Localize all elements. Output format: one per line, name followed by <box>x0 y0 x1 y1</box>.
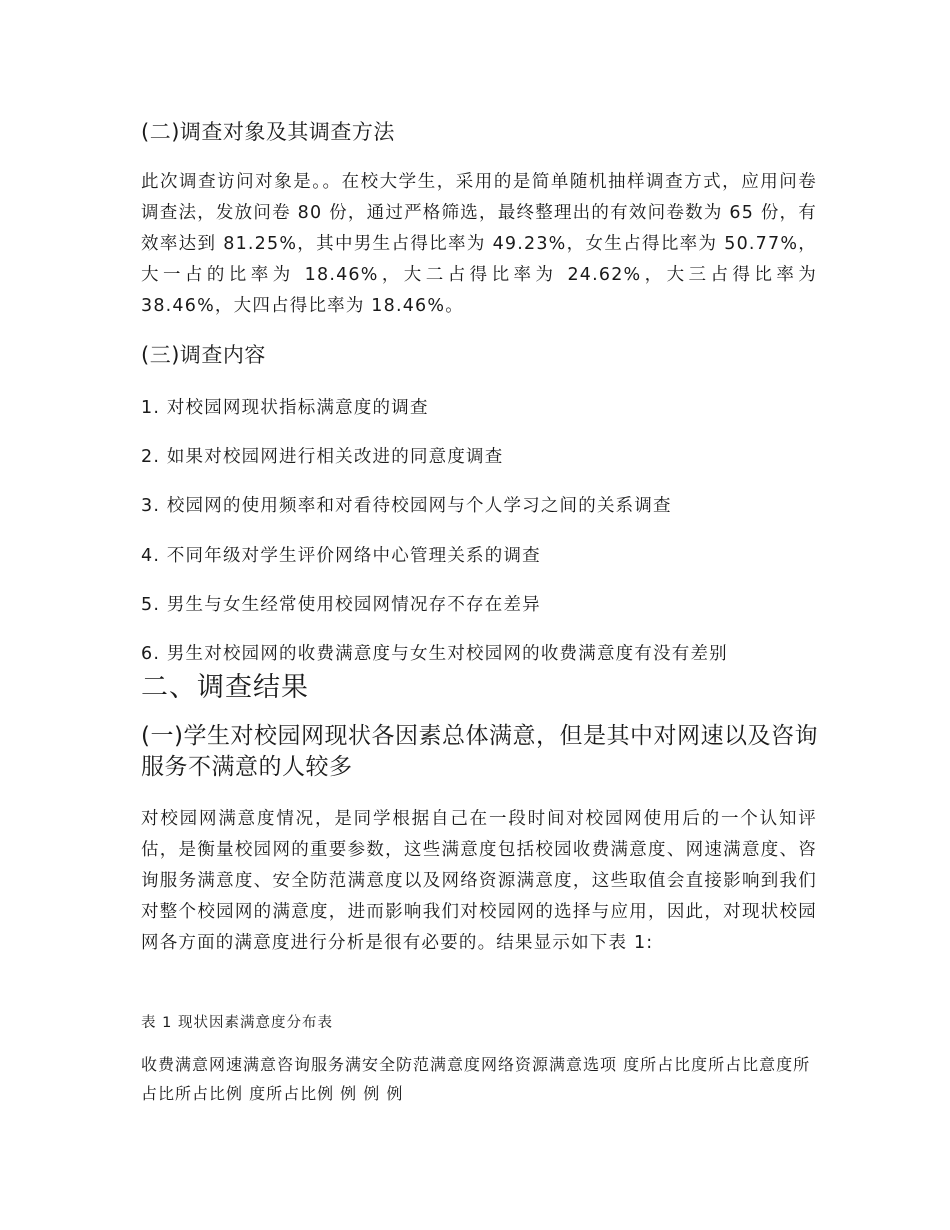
list-item: 4. 不同年级对学生评价网络中心管理关系的调查 <box>141 546 541 566</box>
results-paragraph: 对校园网满意度情况，是同学根据自己在一段时间对校园网使用后的一个认知评估，是衡量校园网的重要参数，这些满意度包括校园收费满意度、网速满意度、咨询服务满意度、安全防范满意度以及网络资源满意度，这些取值会直接影响到我们对整个校园网的满意度，进而影响我们对校园网的选择与应用，因此，对现状校园网各方面的满意度进行分析是很有必要的。结果显示如下表 1: <box>141 809 817 953</box>
list-item: 5. 男生与女生经常使用校园网情况存不存在差异 <box>141 595 541 615</box>
section-heading-survey-content: (三)调查内容 <box>141 343 266 367</box>
list-item: 6. 男生对校园网的收费满意度与女生对校园网的收费满意度有没有差别 <box>141 644 728 664</box>
section-heading-results: 二、调查结果 <box>141 672 309 703</box>
table-header-text: 收费满意网速满意咨询服务满安全防范满意度网络资源满意选项 度所占比度所占比意度所占比所占比例 度所占比例 例 例 例 <box>141 1055 811 1103</box>
table-caption: 表 1 现状因素满意度分布表 <box>141 1015 333 1031</box>
survey-object-paragraph: 此次调查访问对象是。。在校大学生，采用的是简单随机抽样调查方式，应用问卷调查法，发放问卷 80 份，通过严格筛选，最终整理出的有效问卷数为 65 份，有效率达到 81.25%，其中男生占得比率为 49.23%，女生占得比率为 50.77%，大一占的比率为 18.46%，大二占得比率为 24.62%，大三占得比率为 38.46%，大四占得比率为 18.46%。 <box>141 172 817 316</box>
list-item: 1. 对校园网现状指标满意度的调查 <box>141 398 429 418</box>
section-heading-survey-object: (二)调查对象及其调查方法 <box>141 120 395 144</box>
list-item: 3. 校园网的使用频率和对看待校园网与个人学习之间的关系调查 <box>141 496 672 516</box>
results-subheading: (一)学生对校园网现状各因素总体满意，但是其中对网速以及咨询服务不满意的人较多 <box>141 723 818 780</box>
list-item: 2. 如果对校园网进行相关改进的同意度调查 <box>141 447 504 467</box>
